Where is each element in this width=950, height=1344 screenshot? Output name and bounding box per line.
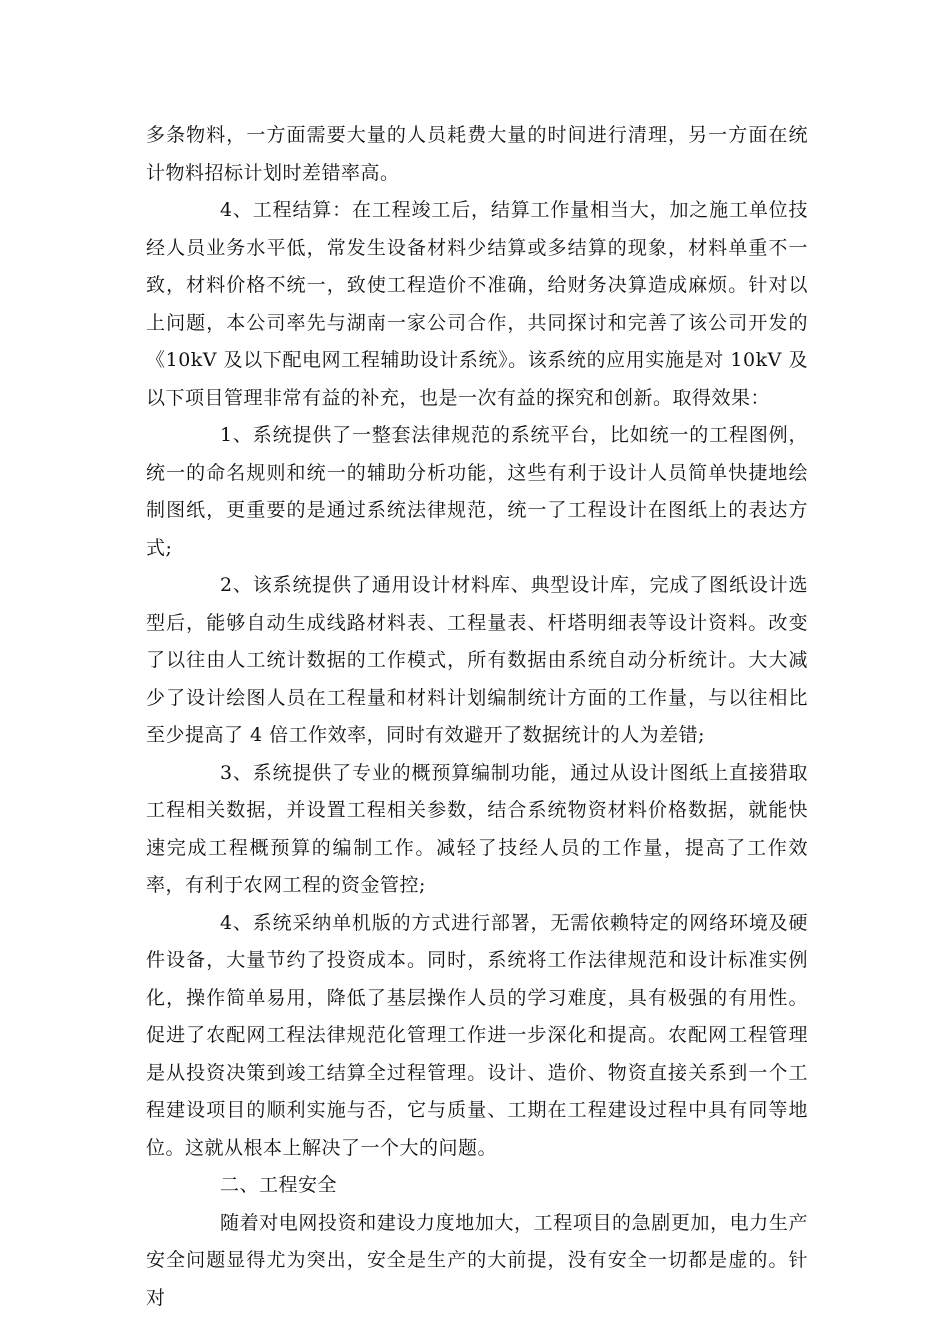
paragraph-effect-2: 2、该系统提供了通用设计材料库、典型设计库，完成了图纸设计选型后，能够自动生成线路材料表、工程量表、杆塔明细表等设计资料。改变了以往由人工统计数据的工作模式，所有数据由系统自动分析统计。大大减少了设计绘图人员在工程量和材料计划编制统计方面的工作量，与以往相比至少提高了 4 倍工作效率，同时有效避开了数据统计的人为差错; <box>146 574 808 746</box>
paragraph-safety-intro: 随着对电网投资和建设力度地加大，工程项目的急剧更加，电力生产安全问题显得尤为突出，安全是生产的大前提，没有安全一切都是虚的。针对 <box>146 1211 808 1309</box>
paragraph-effect-3: 3、系统提供了专业的概预算编制功能，通过从设计图纸上直接猎取工程相关数据，并设置工程相关参数，结合系统物资材料价格数据，就能快速完成工程概预算的编制工作。减轻了技经人员的工作量，提高了工作效率，有利于农网工程的资金管控; <box>146 761 808 896</box>
section-heading-project-safety: 二、工程安全 <box>220 1174 338 1196</box>
paragraph-material-continuation: 多条物料，一方面需要大量的人员耗费大量的时间进行清理，另一方面在统计物料招标计划时差错率高。 <box>146 124 808 184</box>
document-body <box>146 117 808 1317</box>
paragraph-effect-4: 4、系统采纳单机版的方式进行部署，无需依赖特定的网络环境及硬件设备，大量节约了投资成本。同时，系统将工作法律规范和设计标准实例化，操作简单易用，降低了基层操作人员的学习难度，具有极强的有用性。促进了农配网工程法律规范化管理工作进一步深化和提高。农配网工程管理是从投资决策到竣工结算全过程管理。设计、造价、物资直接关系到一个工程建设项目的顺利实施与否，它与质量、工期在工程建设过程中具有同等地位。这就从根本上解决了一个大的问题。 <box>146 911 808 1159</box>
paragraph-project-settlement: 4、工程结算：在工程竣工后，结算工作量相当大，加之施工单位技经人员业务水平低，常发生设备材料少结算或多结算的现象，材料单重不一致，材料价格不统一，致使工程造价不准确，给财务决算造成麻烦。针对以上问题，本公司率先与湖南一家公司合作，共同探讨和完善了该公司开发的《10kV 及以下配电网工程辅助设计系统》。该系统的应用实施是对 10kV 及以下项目管理非常有益的补充，也是一次有益的探究和创新。取得效果： <box>146 199 808 409</box>
paragraph-effect-1: 1、系统提供了一整套法律规范的系统平台，比如统一的工程图例，统一的命名规则和统一的辅助分析功能，这些有利于设计人员简单快捷地绘制图纸，更重要的是通过系统法律规范，统一了工程设计在图纸上的表达方式; <box>146 424 808 559</box>
